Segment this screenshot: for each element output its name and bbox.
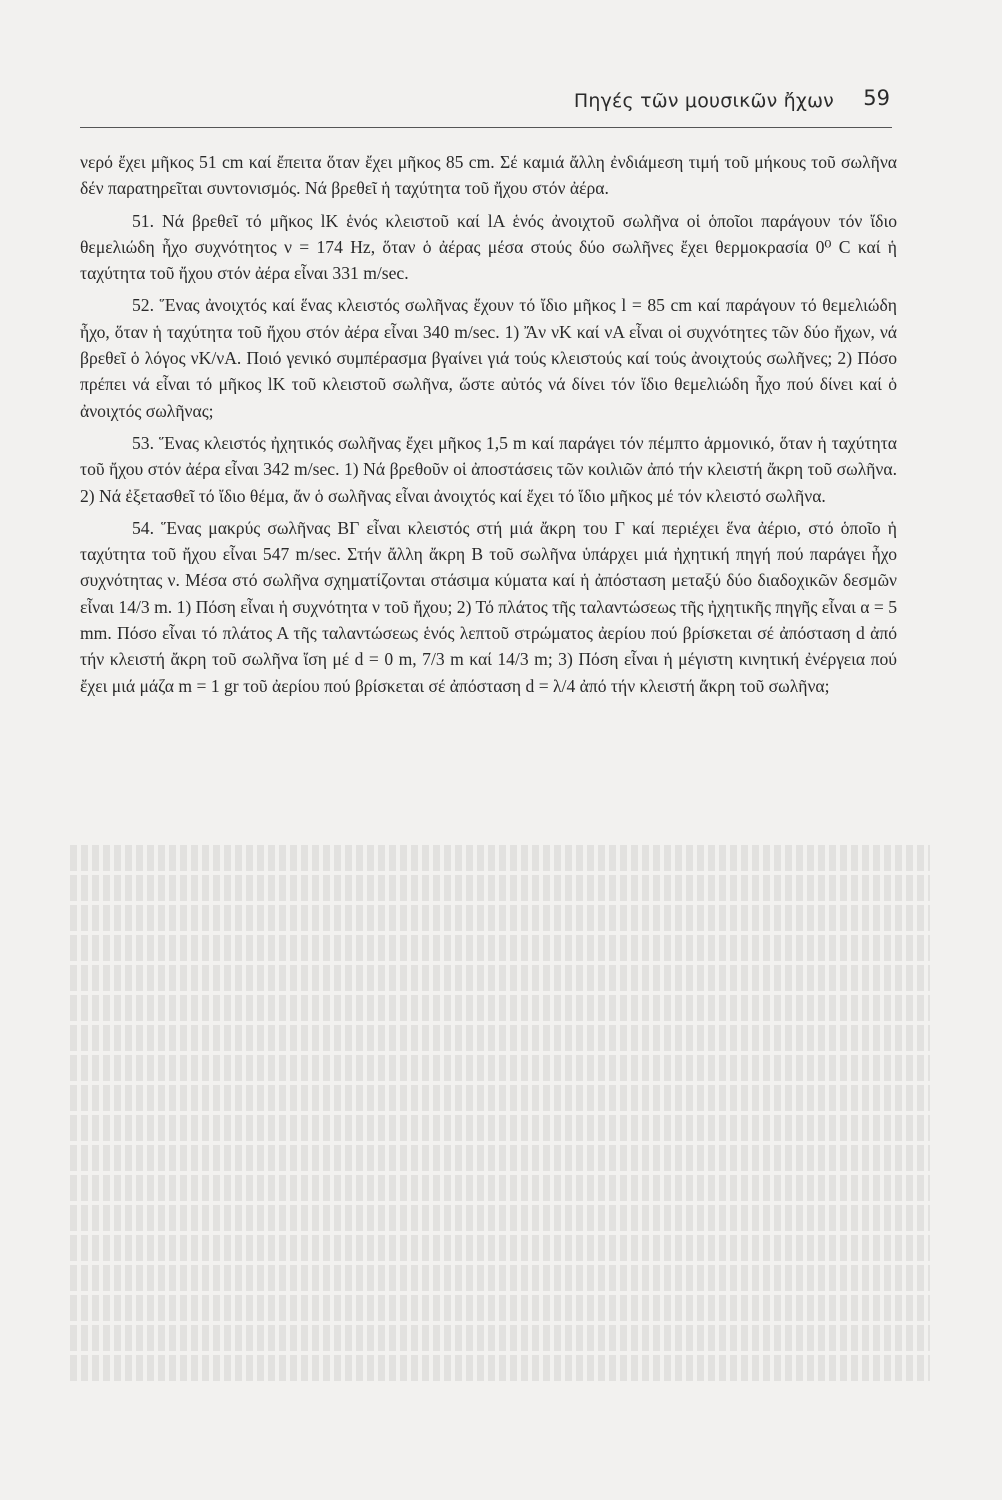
problem-54: 54. Ἕνας μακρύς σωλῆνας ΒΓ εἶναι κλειστός στή μιά ἄκρη του Γ καί περιέχει ἕνα ἀέριο, στό ὁποῖο ἡ ταχύτητα τοῦ ἤχου εἶναι 547 m/sec. Στήν ἄλλη ἄκρη Β τοῦ σωλῆνα ὑπάρχει μιά ἠχητική πηγή πού παράγει ἦχο συχνότητας ν. Μέσα στό σωλῆνα σχηματίζονται στάσιμα κύματα καί ἡ ἀπόσταση μεταξύ δύο διαδοχικῶν δεσμῶν εἶναι 14/3 m. 1) Πόση εἶναι ἡ συχνότητα ν τοῦ ἤχου; 2) Τό πλάτος τῆς ταλαντώσεως τῆς ἠχητικῆς πηγῆς εἶναι α = 5 mm. Πόσο εἶναι τό πλάτος Α τῆς ταλαντώσεως ἑνός λεπτοῦ στρώματος ἀερίου πού βρίσκεται σέ ἀπόσταση d ἀπό τήν κλειστή ἄκρη τοῦ σωλῆνα ἴση μέ d = 0 m, 7/3 m καί 14/3 m; 3) Πόση εἶναι ἡ μέγιστη κινητική ἐνέργεια πού ἔχει μιά μάζα m = 1 gr τοῦ ἀερίου πού βρίσκεται σέ ἀπόσταση d = λ/4 ἀπό τήν κλειστή ἄκρη τοῦ σωλῆνα;: [80, 517, 897, 696]
paragraph-continuation: νερό ἔχει μῆκος 51 cm καί ἔπειτα ὅταν ἔχει μῆκος 85 cm. Σέ καμιά ἄλλη ἐνδιάμεση τιμή τοῦ μήκους τοῦ σωλῆνα δέν παρατηρεῖται συντονισμός. Νά βρεθεῖ ἡ ταχύτητα τοῦ ἤχου στόν ἀέρα.: [80, 152, 897, 199]
page-number: 59: [863, 86, 890, 110]
header-rule: [80, 127, 892, 128]
running-title: Πηγές τῶν μουσικῶν ἤχων: [573, 90, 834, 112]
problem-53: 53. Ἕνας κλειστός ἠχητικός σωλῆνας ἔχει μῆκος 1,5 m καί παράγει τόν πέμπτο ἁρμονικό, ὅταν ἡ ταχύτητα τοῦ ἤχου στόν ἀέρα εἶναι 342 m/sec. 1) Νά βρεθοῦν οἱ ἀποστάσεις τῶν κοιλιῶν ἀπό τήν κλειστή ἄκρη τοῦ σωλῆνα. 2) Νά ἐξετασθεῖ τό ἴδιο θέμα, ἄν ὁ σωλῆνας εἶναι ἀνοιχτός καί ἔχει τό ἴδιο μῆκος μέ τόν κλειστό σωλῆνα.: [80, 432, 897, 506]
bleed-through-texture: [70, 845, 930, 1405]
problem-52: 52. Ἕνας ἀνοιχτός καί ἕνας κλειστός σωλῆνας ἔχουν τό ἴδιο μῆκος l = 85 cm καί παράγουν τό θεμελιώδη ἦχο, ὅταν ἡ ταχύτητα τοῦ ἤχου στόν ἀέρα εἶναι 340 m/sec. 1) Ἄν νK καί νA εἶναι οἱ συχνότητες τῶν δύο ἤχων, νά βρεθεῖ ὁ λόγος νK/νA. Ποιό γενικό συμπέρασμα βγαίνει γιά τούς κλειστούς καί τούς ἀνοιχτούς σωλῆνες; 2) Πόσο πρέπει νά εἶναι τό μῆκος lK τοῦ κλειστοῦ σωλῆνα, ὥστε αὐτός νά δίνει τόν ἴδιο θεμελιώδη ἦχο πού δίνει καί ὁ ἀνοιχτός σωλῆνας;: [80, 295, 897, 421]
body-text: [80, 149, 897, 699]
page-header: [80, 86, 892, 126]
problem-51: 51. Νά βρεθεῖ τό μῆκος lK ἑνός κλειστοῦ καί lA ἑνός ἀνοιχτοῦ σωλῆνα οἱ ὁποῖοι παράγουν τόν ἴδιο θεμελιώδη ἦχο συχνότητος ν = 174 Hz, ὅταν ὁ ἀέρας μέσα στούς δύο σωλῆνες ἔχει θερμοκρασία 0⁰ C καί ἡ ταχύτητα τοῦ ἤχου στόν ἀέρα εἶναι 331 m/sec.: [80, 210, 897, 284]
